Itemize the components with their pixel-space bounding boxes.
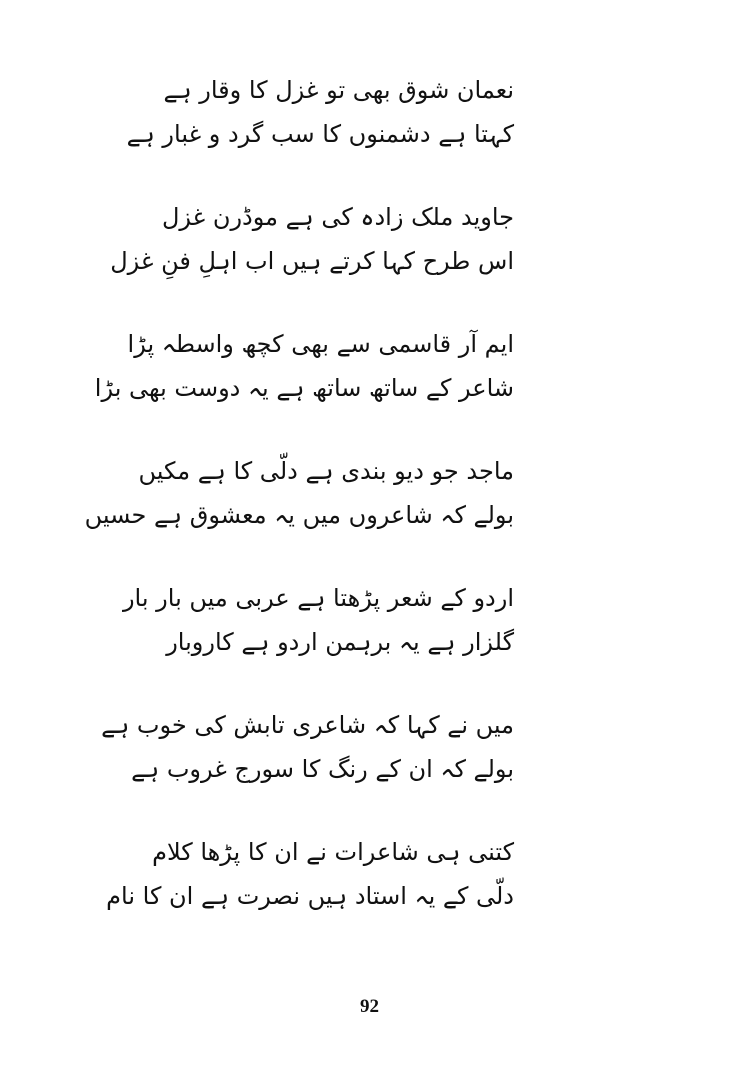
verse-line: بولے کہ ان کے رنگ کا سورج غروب ہے	[131, 755, 514, 783]
page-number: 92	[360, 996, 379, 1017]
verse-line: دلّی کے یہ استاد ہیں نصرت ہے ان کا نام	[106, 882, 514, 910]
stanza-2	[110, 195, 514, 322]
verse-line: گلزار ہے یہ برہمن اردو ہے کاروبار	[166, 628, 514, 656]
verse-line: ایم آر قاسمی سے بھی کچھ واسطہ پڑا	[127, 330, 514, 358]
verse-line: اس طرح کہا کرتے ہیں اب اہلِ فنِ غزل	[110, 247, 514, 275]
stanza-4	[84, 449, 514, 576]
stanza-1	[126, 68, 514, 195]
verse-line: کتنی ہی شاعرات نے ان کا پڑھا کلام	[152, 838, 514, 866]
verse-line: جاوید ملک زادہ کی ہے موڈرن غزل	[161, 203, 514, 231]
stanza-6	[101, 703, 514, 830]
stanza-3	[94, 322, 514, 449]
poem-body	[84, 68, 514, 957]
verse-line: ماجد جو دیو بندی ہے دلّی کا ہے مکیں	[138, 457, 514, 485]
stanza-5	[122, 576, 514, 703]
verse-line: نعمان شوق بھی تو غزل کا وقار ہے	[163, 76, 514, 104]
verse-line: کہتا ہے دشمنوں کا سب گرد و غبار ہے	[126, 120, 514, 148]
stanza-7	[106, 830, 514, 957]
verse-line: اردو کے شعر پڑھتا ہے عربی میں بار بار	[122, 584, 514, 612]
verse-line: شاعر کے ساتھ ساتھ ہے یہ دوست بھی بڑا	[94, 374, 514, 402]
verse-line: بولے کہ شاعروں میں یہ معشوق ہے حسیں	[84, 501, 514, 529]
verse-line: میں نے کہا کہ شاعری تابش کی خوب ہے	[101, 711, 514, 739]
